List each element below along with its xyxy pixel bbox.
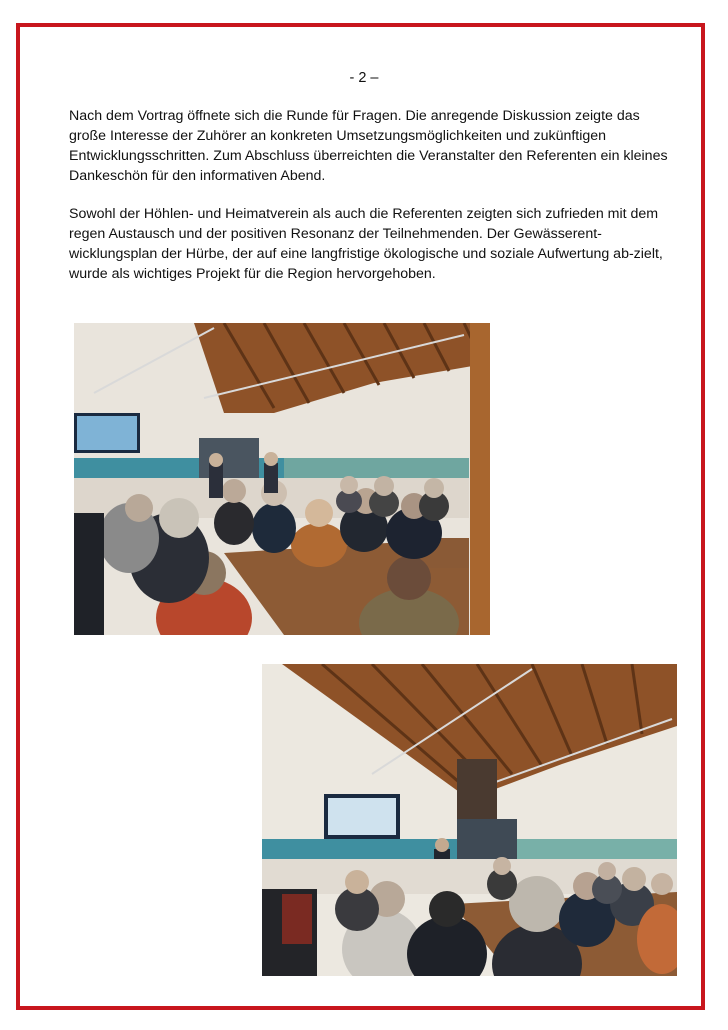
paragraph-discussion: Nach dem Vortrag öffnete sich die Runde für Fragen. Die anregende Diskussion zeigte das große Interesse der Zuhörer an konkreten Umsetzungsmöglichkeiten und zukünftigen Entwicklungsschritten. Zum Abschluss überreichten die Veranstalter den Referenten ein kleines Dankeschön für den informativen Abend.: [69, 108, 668, 184]
event-photo-1: [74, 323, 490, 635]
page-number: - 2 –: [349, 70, 379, 86]
event-photo-2: [262, 664, 677, 976]
paragraph-summary: Sowohl der Höhlen- und Heimatverein als auch die Referenten zeigten sich zufrieden mit dem regen Austausch und der positiven Resonanz der Teilnehmenden. Der Gewässerent-wicklungsplan der Hürbe, der auf eine langfristige ökologische und soziale Aufwertung ab-zielt, wurde als wichtiges Projekt für die Region hervorgehoben.: [69, 206, 663, 282]
